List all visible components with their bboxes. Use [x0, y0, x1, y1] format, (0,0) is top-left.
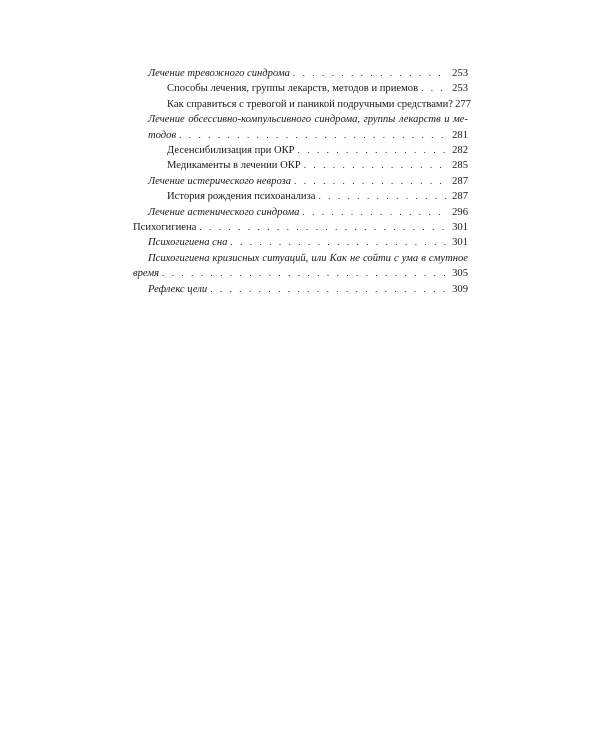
dot-leader — [210, 282, 447, 297]
toc-entry[interactable] — [133, 235, 468, 250]
toc-entry-page: 287 — [452, 175, 468, 187]
dot-leader — [230, 235, 447, 250]
toc-entry-page: 253 — [452, 68, 468, 79]
toc-entry-line1[interactable] — [133, 251, 468, 266]
dot-leader — [302, 205, 447, 220]
toc-entry[interactable] — [133, 97, 471, 112]
toc-entry-title: Психогигиена кризисных ситуаций, или Как не сойти с ума в смутное — [148, 252, 468, 264]
toc-entry-title: История рождения психоанализа — [167, 191, 316, 203]
toc-entry[interactable] — [133, 81, 468, 96]
toc-entry[interactable] — [133, 220, 468, 235]
toc-entry[interactable] — [133, 282, 468, 297]
toc-entry-title: Лечение тревожного синдрома — [148, 68, 290, 79]
toc-entry[interactable] — [133, 158, 468, 173]
toc-entry[interactable] — [133, 189, 468, 204]
toc-entry-title: Десенсибилизация при ОКР — [167, 145, 295, 157]
toc-entry-title: Способы лечения, группы лекарств, методов и приемов — [167, 83, 419, 95]
toc-entry-page: 301 — [452, 237, 468, 249]
dot-leader — [179, 128, 447, 143]
toc-entry-title-cont: тодов — [148, 129, 177, 141]
toc-entry-line2[interactable] — [133, 128, 468, 143]
toc-entry-page: 281 — [452, 129, 468, 141]
toc-entry-title: Лечение астенического синдрома — [148, 206, 300, 218]
toc-entry[interactable] — [133, 174, 468, 189]
toc-entry-page: 296 — [452, 206, 468, 218]
dot-leader — [304, 158, 447, 173]
table-of-contents — [133, 66, 471, 297]
toc-entry-page: 253 — [452, 83, 468, 95]
dot-leader — [318, 189, 447, 204]
toc-entry-title: Лечение обсессивно-компульсивного синдрома, группы лекарств и ме- — [148, 114, 468, 126]
toc-entry[interactable] — [133, 143, 468, 158]
toc-entry-title: Рефлекс цели — [148, 283, 208, 295]
toc-entry-title: Как справиться с тревогой и паникой подручными средствами? — [167, 98, 453, 110]
toc-entry-title: Лечение истерического невроза — [148, 175, 292, 187]
toc-entry-page: 305 — [452, 268, 468, 280]
toc-entry-page: 277 — [455, 98, 471, 110]
toc-entry-title: Медикаменты в лечении ОКР — [167, 160, 301, 172]
dot-leader — [293, 66, 447, 81]
dot-leader — [298, 143, 447, 158]
toc-entry-page: 287 — [452, 191, 468, 203]
dot-leader — [294, 174, 447, 189]
toc-entry-title: Психогигиена — [133, 222, 197, 234]
toc-entry-line2[interactable] — [133, 266, 468, 281]
toc-entry-title-cont: время — [133, 268, 160, 280]
dot-leader — [162, 266, 447, 281]
dot-leader — [199, 220, 447, 235]
toc-entry[interactable] — [133, 66, 468, 81]
toc-entry-page: 301 — [452, 222, 468, 234]
toc-entry-page: 285 — [452, 160, 468, 172]
dot-leader — [421, 81, 447, 96]
toc-entry[interactable] — [133, 205, 468, 220]
toc-entry-page: 309 — [452, 283, 468, 295]
toc-entry-line1[interactable] — [133, 112, 468, 127]
toc-entry-page: 282 — [452, 145, 468, 157]
toc-entry-title: Психогигиена сна — [148, 237, 228, 249]
